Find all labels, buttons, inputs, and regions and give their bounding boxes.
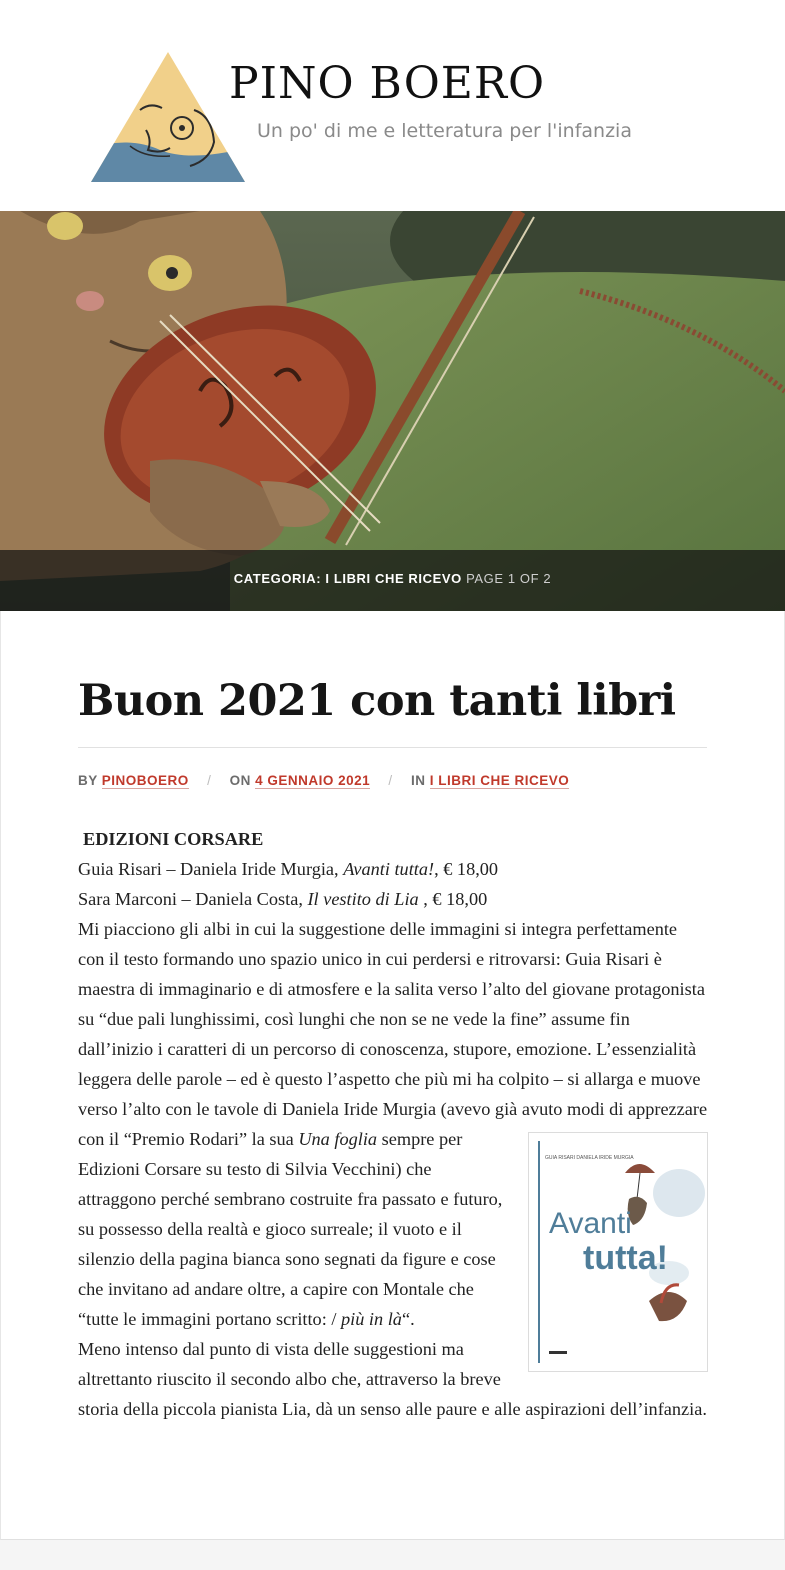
- author-link[interactable]: PINOBOERO: [101, 773, 189, 788]
- paragraph-text: sempre per Edizioni Corsare su testo di Silvia Vecchini) che attraggono perché sembrano costruite fra passato e futuro, su possesso della realtà e gioco surreale; il vuoto e il silenzio della pagina bianca sono segnati da figure e cose che invitano ad andare oltre, a capire con Montale che “tutte le immagini portano scritto: /: [78, 1129, 503, 1329]
- book-cover-avanti-tutta[interactable]: [528, 1132, 708, 1372]
- book-title-emphasis: Una foglia: [298, 1129, 378, 1149]
- page-footer-strip: [0, 1540, 785, 1570]
- paragraph-text: Mi piacciono gli albi in cui la suggestione delle immagini si integra perfettamente con il testo formando uno spazio unico in cui perdersi e ritrovarsi: Guia Risari è maestra di immaginario e di atmosfere e la salita verso l’alto del giovane protagonista su “due pali lunghissimi, così lunghi che non se ne vede la fine” assume fin dall’inizio i caratteri di un percorso di conoscenza, stupore, emozione. L’essenzialità leggera delle parole – ed è questo l’aspetto che più mi ha colpito – si allarga e muove verso l’alto con le tavole di Daniela Iride Murgia (avevo già avuto modi di apprezzare con il “Premio Rodari” la sua: [78, 919, 708, 1149]
- cover-title-line1: Avanti: [549, 1207, 632, 1240]
- book-entry: [78, 884, 708, 914]
- book-price: , € 18,00: [418, 889, 488, 909]
- book-title: Avanti tutta!: [343, 859, 435, 879]
- date-link[interactable]: 4 GENNAIO 2021: [255, 773, 371, 788]
- triangle-face-logo[interactable]: [90, 50, 246, 184]
- book-title: Il vestito di Lia: [307, 889, 419, 909]
- post-content: [78, 824, 708, 1424]
- category-banner: [0, 211, 785, 611]
- by-label: BY: [78, 773, 98, 788]
- meta-separator: /: [388, 773, 393, 788]
- on-label: ON: [229, 773, 251, 788]
- cover-top-text: GUIA RISARI DANIELA IRIDE MURGIA: [545, 1155, 634, 1161]
- archive-header: [0, 550, 785, 611]
- post-meta: [78, 771, 718, 791]
- book-price: , € 18,00: [434, 859, 499, 879]
- quote-emphasis: più in là: [341, 1309, 402, 1329]
- site-tagline: Un po' di me e letteratura per l'infanzia: [257, 120, 632, 142]
- review-paragraph: [78, 914, 708, 1334]
- publisher-heading: EDIZIONI CORSARE: [83, 829, 264, 849]
- book-authors: Guia Risari – Daniela Iride Murgia,: [78, 859, 344, 879]
- category-name-link[interactable]: I LIBRI CHE RICEVO: [325, 571, 462, 586]
- post-title[interactable]: Buon 2021 con tanti libri: [78, 676, 676, 726]
- in-label: IN: [410, 773, 426, 788]
- book-authors: Sara Marconi – Daniela Costa,: [78, 889, 308, 909]
- cover-title-line2: tutta!: [583, 1239, 668, 1277]
- review-paragraph: Meno intenso dal punto di vista delle suggestioni ma altrettanto riuscito il secondo albo che, attraverso la breve storia della piccola pianista Lia, dà un senso alle paure e alle aspirazioni dell’infanzia.: [78, 1339, 707, 1419]
- meta-separator: /: [207, 773, 212, 788]
- title-divider: [78, 747, 707, 748]
- book-entry: [78, 854, 708, 884]
- category-link[interactable]: I LIBRI CHE RICEVO: [429, 773, 570, 788]
- page-info: PAGE 1 OF 2: [466, 571, 552, 586]
- paragraph-text: “.: [401, 1309, 415, 1329]
- site-title[interactable]: PINO BOERO: [229, 58, 546, 109]
- main-content: [0, 611, 785, 1540]
- site-header: [0, 0, 785, 211]
- category-label: CATEGORIA:: [233, 571, 322, 586]
